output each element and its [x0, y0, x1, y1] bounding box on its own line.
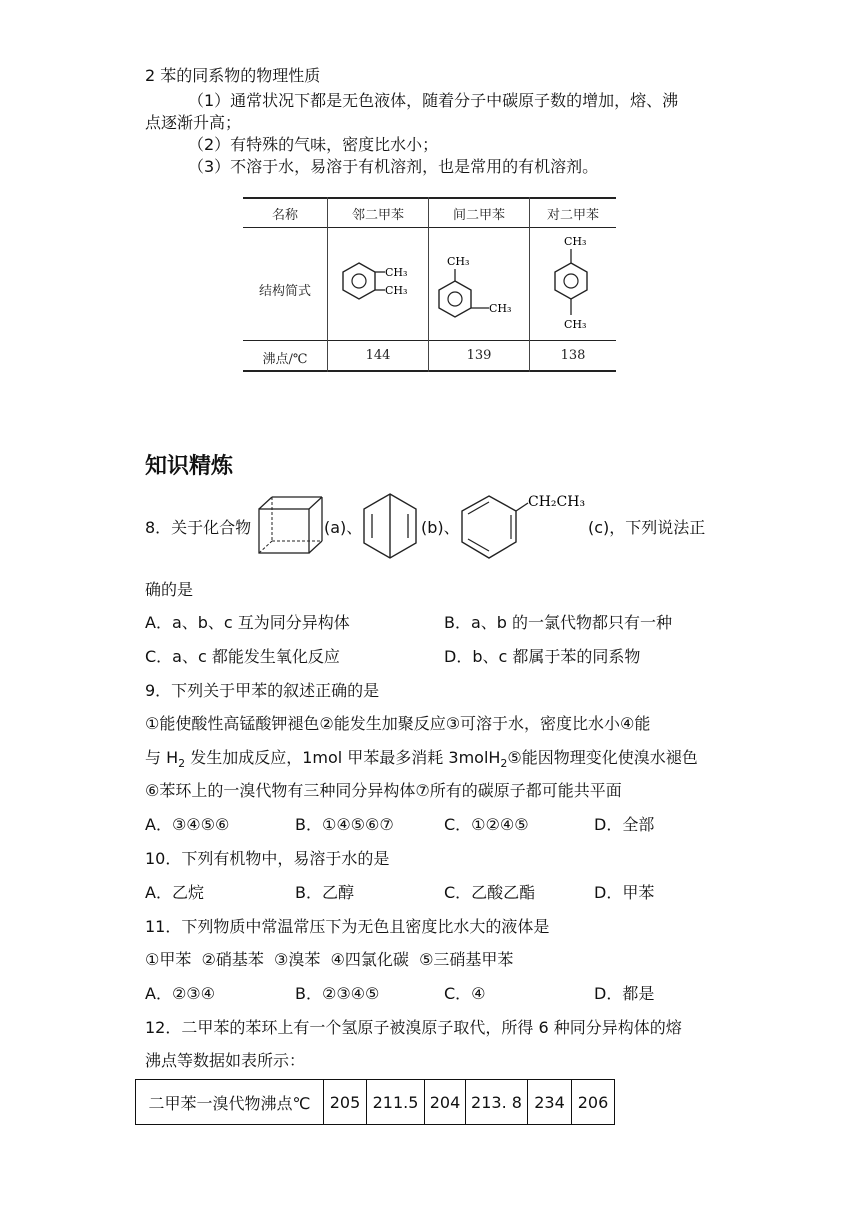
- ethyl-label: CH₂CH₃: [528, 494, 586, 510]
- header-name: 名称: [271, 208, 298, 223]
- header-para: 对二甲苯: [546, 208, 599, 223]
- q8-label-a: (a)、: [324, 518, 363, 537]
- q12-stem-1: 12．二甲苯的苯环上有一个氢原子被溴原子取代，所得 6 种同分异构体的熔: [145, 1018, 682, 1037]
- paragraph-1-cont: 点逐渐升高；: [145, 113, 242, 132]
- q9-stem: 9．下列关于甲苯的叙述正确的是: [145, 681, 380, 700]
- q8-option-a[interactable]: A．a、b、c 互为同分异构体: [145, 613, 350, 632]
- q10-stem: 10．下列有机物中，易溶于水的是: [145, 849, 390, 868]
- q8-option-c[interactable]: C．a、c 都能发生氧化反应: [145, 647, 340, 666]
- meta-xylene-structure: [433, 245, 525, 337]
- bp-cell: 234: [528, 1080, 572, 1125]
- q9-option-b[interactable]: B．①④⑤⑥⑦: [295, 815, 394, 834]
- ortho-xylene-structure: [335, 249, 427, 319]
- q8-prefix: 8．关于化合物: [145, 518, 252, 537]
- q12-stem-2: 沸点等数据如表所示：: [145, 1051, 306, 1070]
- bp-cell: 204: [425, 1080, 466, 1125]
- paragraph-1: （1）通常状况下都是无色液体，随着分子中碳原子数的增加，熔、沸: [188, 91, 679, 110]
- q9-line-1: ①能使酸性高锰酸钾褪色②能发生加聚反应③可溶于水，密度比水小④能: [145, 714, 651, 733]
- q9-option-c[interactable]: C．①②④⑤: [444, 815, 529, 834]
- q9-line-2: 与 $H_2$ 发生加成反应，1mol 甲苯最多消耗 3molH$_2$⑤能因物理变化使溴水褪色: [145, 748, 698, 771]
- paragraph-3: （3）不溶于水，易溶于有机溶剂，也是常用的有机溶剂。: [188, 157, 599, 176]
- bp-cell: 213. 8: [466, 1080, 528, 1125]
- ch3-label: CH₃: [447, 255, 470, 268]
- q9-line-3: ⑥苯环上的一溴代物有三种同分异构体⑦所有的碳原子都可能共平面: [145, 781, 622, 800]
- bp-cell: 211.5: [367, 1080, 425, 1125]
- q11-option-a[interactable]: A．②③④: [145, 984, 215, 1003]
- row-structure-label: 结构简式: [258, 284, 311, 299]
- q10-option-a[interactable]: A．乙烷: [145, 883, 204, 902]
- q11-option-c[interactable]: C．④: [444, 984, 486, 1003]
- bp-para: 138: [560, 348, 586, 363]
- q8-option-d[interactable]: D．b、c 都属于苯的同系物: [444, 647, 641, 666]
- q11-option-d[interactable]: D．都是: [594, 984, 655, 1003]
- row-bp-label: 沸点/℃: [262, 352, 308, 367]
- ch3-label: CH₃: [385, 266, 408, 279]
- header-meta: 间二甲苯: [452, 208, 505, 223]
- bromoxylene-bp-table: [135, 1079, 615, 1125]
- q11-option-b[interactable]: B．②③④⑤: [295, 984, 380, 1003]
- ch3-label: CH₃: [564, 235, 587, 248]
- q8-stem-cont: 确的是: [145, 580, 194, 599]
- header-ortho: 邻二甲苯: [351, 208, 404, 223]
- ch3-label: CH₃: [385, 284, 408, 297]
- ch3-label: CH₃: [564, 318, 587, 331]
- ethylbenzene-structure: [456, 488, 586, 566]
- cubane-structure: [256, 494, 326, 556]
- section-heading: 知识精炼: [145, 454, 234, 479]
- bp-cell: 205: [324, 1080, 367, 1125]
- q10-option-b[interactable]: B．乙醇: [295, 883, 354, 902]
- q8-label-c: (c)，下列说法正: [588, 518, 706, 537]
- bp-cell: 206: [572, 1080, 615, 1125]
- paragraph-2: （2）有特殊的气味，密度比水小；: [188, 135, 439, 154]
- xylene-table: [243, 197, 616, 372]
- q8-option-b[interactable]: B．a、b 的一氯代物都只有一种: [444, 613, 673, 632]
- bp-row-label: 二甲苯一溴代物沸点℃: [136, 1080, 324, 1125]
- q10-option-c[interactable]: C．乙酸乙酯: [444, 883, 536, 902]
- ch3-label: CH₃: [489, 302, 512, 315]
- q11-stem: 11．下列物质中常温常压下为无色且密度比水大的液体是: [145, 917, 550, 936]
- q8-label-b: (b)、: [421, 518, 460, 537]
- para-xylene-structure: [541, 233, 611, 337]
- bp-ortho: 144: [365, 348, 391, 363]
- bp-meta: 139: [466, 348, 492, 363]
- q9-option-d[interactable]: D．全部: [594, 815, 655, 834]
- section-title: 2 苯的同系物的物理性质: [145, 66, 321, 85]
- q10-option-d[interactable]: D．甲苯: [594, 883, 655, 902]
- q11-items: ①甲苯 ②硝基苯 ③溴苯 ④四氯化碳 ⑤三硝基甲苯: [145, 950, 514, 969]
- dewar-benzene-structure: [358, 490, 422, 562]
- q9-option-a[interactable]: A．③④⑤⑥: [145, 815, 230, 834]
